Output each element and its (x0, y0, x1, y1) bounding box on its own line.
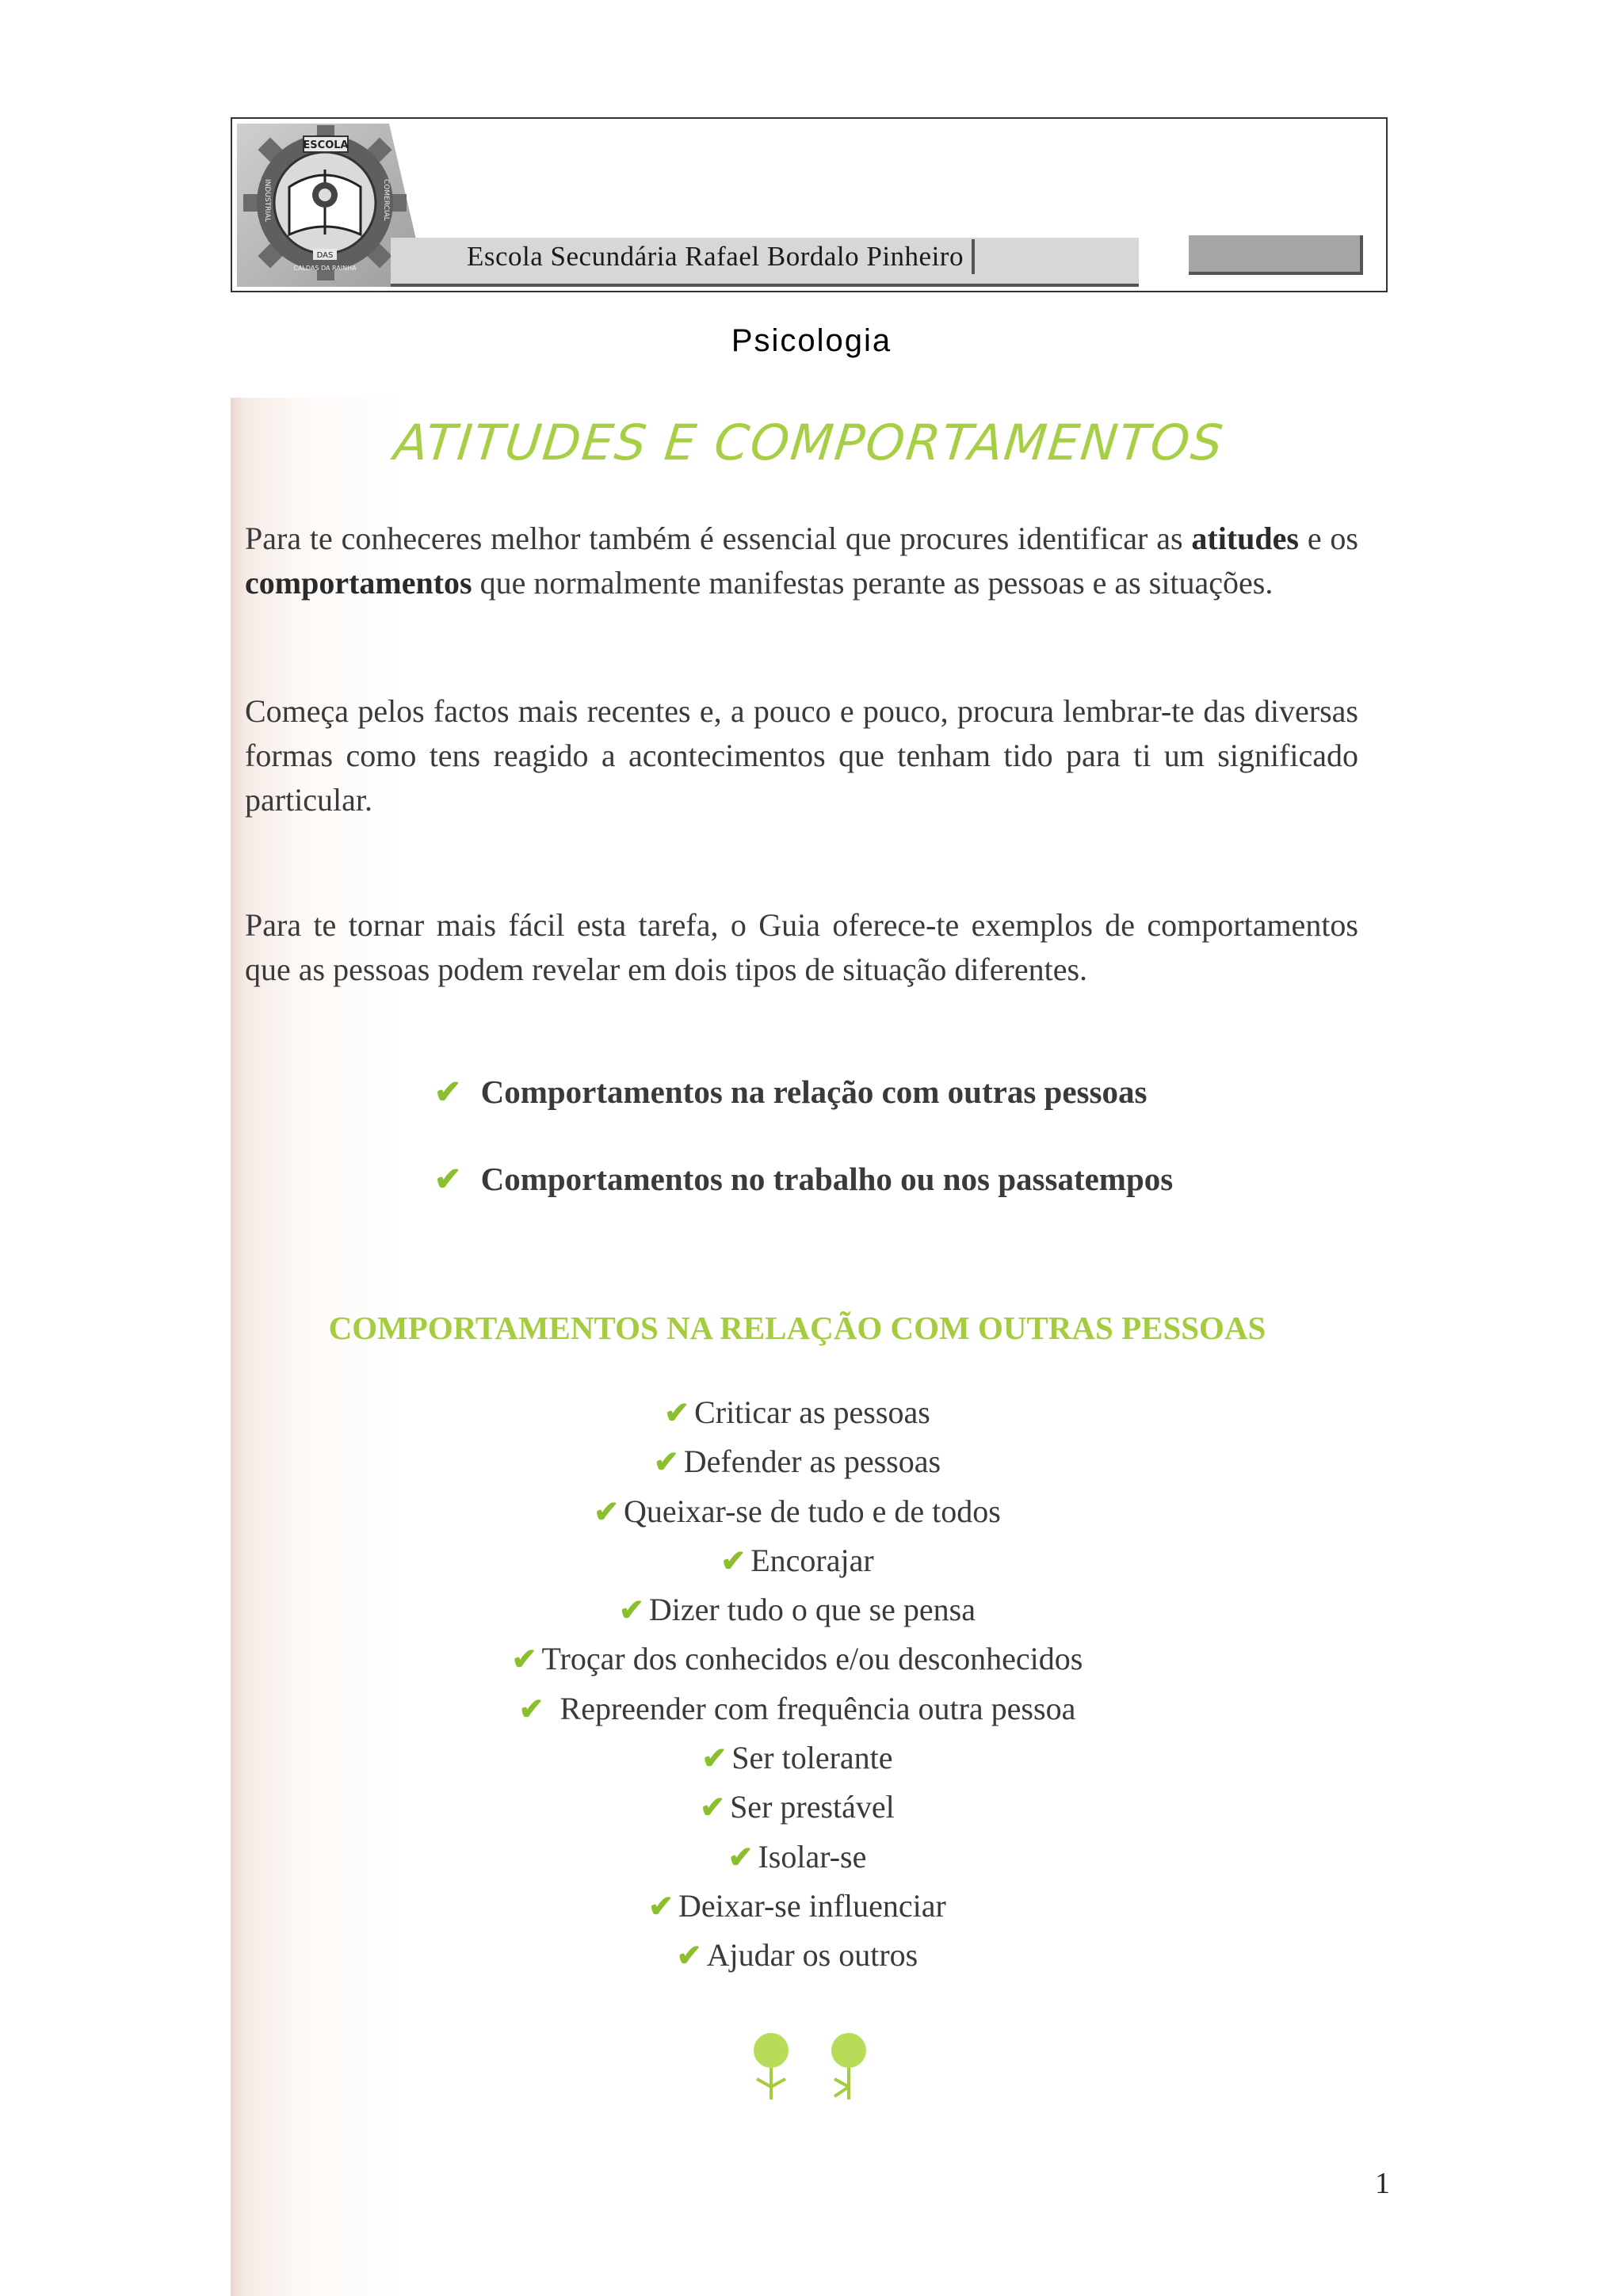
scanned-page (231, 398, 1388, 2296)
page-title: ATITUDES E COMPORTAMENTOS (391, 414, 1228, 471)
check-icon: ✔ (434, 1161, 462, 1197)
list-item-text: Ser prestável (730, 1789, 895, 1825)
logo-word-das: DAS (316, 251, 334, 260)
behaviours-list (231, 1388, 1364, 1981)
logo-word-comercial: COMERCIAL (382, 179, 390, 221)
check-icon: ✔ (648, 1890, 674, 1924)
list-item (231, 1833, 1364, 1882)
check-icon: ✔ (701, 1742, 727, 1776)
bullet-text: Comportamentos no trabalho ou nos passatempos (480, 1161, 1174, 1197)
list-item (231, 1487, 1364, 1536)
check-icon: ✔ (594, 1495, 620, 1529)
flower-icon (754, 2033, 789, 2100)
list-item (231, 1733, 1364, 1783)
check-icon: ✔ (511, 1643, 537, 1677)
check-icon: ✔ (434, 1074, 462, 1110)
flower-icons (722, 2030, 896, 2101)
list-item-text: Ajudar os outros (706, 1937, 918, 1974)
list-item-text: Dizer tudo o que se pensa (648, 1592, 976, 1628)
school-name: Escola Secundária Rafael Bordalo Pinheiro (467, 239, 975, 274)
keyword-comportamentos: comportamentos (245, 565, 472, 601)
school-header (231, 117, 1388, 292)
list-item-text: Ser tolerante (731, 1740, 893, 1776)
check-icon: ✔ (720, 1544, 747, 1578)
flower-icon (831, 2033, 866, 2100)
paragraph-guide: Para te tornar mais fácil esta tarefa, o Guia oferece-te exemplos de comportamentos que as pessoas podem revelar em dois tipos de situação diferentes. (245, 907, 1358, 987)
list-item-text: Repreender com frequência outra pessoa (559, 1690, 1076, 1726)
list-item-text: Deixar-se influenciar (678, 1887, 946, 1924)
paragraph-intro-part: e os (1298, 521, 1358, 556)
list-item-text: Isolar-se (758, 1838, 867, 1875)
check-icon: ✔ (619, 1594, 644, 1628)
list-item (231, 1634, 1364, 1684)
subject-title: Psicologia (731, 323, 892, 358)
keyword-atitudes: atitudes (1191, 521, 1299, 556)
paragraph-intro-part: Para te conheceres melhor também é essencial que procures identificar as (245, 521, 1192, 556)
check-icon: ✔ (664, 1397, 690, 1430)
check-icon: ✔ (676, 1939, 702, 1974)
list-item (231, 1684, 1364, 1733)
logo-word-caldas: CALDAS DA RAINHA (293, 265, 357, 272)
paragraph-intro-part: que normalmente manifestas perante as pessoas e as situações. (472, 565, 1274, 601)
logo-word-industrial: INDUSTRIAL (263, 179, 271, 223)
check-icon: ✔ (653, 1446, 679, 1480)
list-item-text: Queixar-se de tudo e de todos (624, 1493, 1001, 1529)
list-item (231, 1882, 1364, 1931)
list-item-text: Criticar as pessoas (694, 1394, 930, 1430)
list-item (231, 1931, 1364, 1980)
list-item (231, 1536, 1364, 1585)
list-item (231, 1437, 1364, 1486)
school-logo (242, 124, 408, 282)
bullet-work-hobbies (434, 1160, 1173, 1198)
paragraph-recent-facts: Começa pelos factos mais recentes e, a pouco e pouco, procura lembrar-te das diversas formas como tens reagido a acontecimentos que tenham tido para ti um significado particular. (245, 693, 1358, 818)
section-heading: COMPORTAMENTOS NA RELAÇÃO COM OUTRAS PESSOAS (328, 1310, 1266, 1346)
header-right-bar (1189, 235, 1363, 275)
list-item (231, 1783, 1364, 1832)
list-item (231, 1585, 1364, 1634)
check-icon: ✔ (518, 1692, 544, 1726)
logo-word-escola: ESCOLA (303, 139, 349, 151)
list-item (231, 1388, 1364, 1437)
paragraph-intro (245, 517, 1358, 605)
bullet-text: Comportamentos na relação com outras pessoas (480, 1074, 1148, 1110)
list-item-text: Encorajar (750, 1542, 874, 1578)
page-number: 1 (1375, 2167, 1390, 2200)
bullet-relationships (434, 1073, 1147, 1111)
list-item-text: Defender as pessoas (683, 1444, 941, 1480)
list-item-text: Troçar dos conhecidos e/ou desconhecidos (541, 1641, 1083, 1677)
check-icon: ✔ (700, 1791, 726, 1825)
check-icon: ✔ (727, 1840, 754, 1875)
